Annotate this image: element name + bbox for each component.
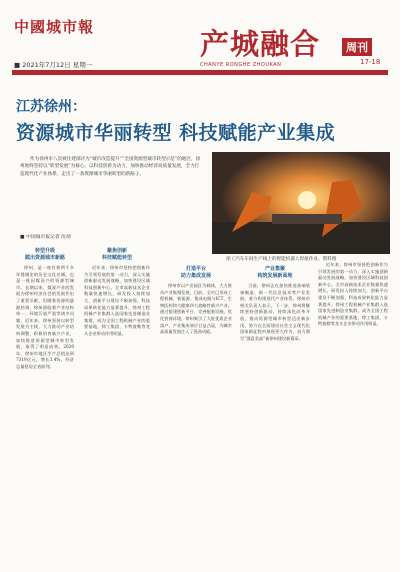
factory-photo: [212, 152, 390, 254]
column-1-text: 徐州，是一座有着两千多年建城史的历史文化名城，也是一座因煤而兴的资源型城市。长期以来，煤炭产业的发展为徐州经济社会的发展作出了重要贡献，但随着资源的逐渐枯竭，徐州面临着产业结构单一、环境污染严重等诸多问题。近年来，徐州坚持以转型发展为主线，大力推动产业结构调整，积极培育新兴产业，加快推进资源型城市转型发展，取得了明显成效。2020年，徐州市地区生产总值达到7319亿元，增长3.4%，经济总量稳居全省前列。: [16, 265, 74, 369]
subhead-1: 转型升级 蹚出资源城市新路: [24, 248, 65, 261]
masthead-pinyin: CHANYE RONGHE ZHOUKAN: [200, 62, 282, 68]
column-2: [84, 244, 150, 566]
article-kicker: 江苏徐州：: [16, 99, 86, 115]
newspaper-logo: 中國城市報: [14, 18, 95, 36]
welding-robot-image: [212, 152, 390, 254]
column-3: [160, 262, 232, 566]
header-divider: [12, 70, 388, 75]
date-line: ■ 2021年7月12日 星期一: [14, 61, 93, 69]
subhead-4: 产业集聚 构筑发展新高地: [257, 266, 293, 279]
article-headline: 资源城市华丽转型 科技赋能产业集成: [16, 122, 336, 144]
column-3-text: 徐州市以产业园区为载体，大力推动产业集聚发展。目前，全市已形成工程机械、新能源、集成电路与ICT、生物医药和大健康四大战略性新兴产业。通过搭建创新平台、完善配套设施、优化营商环境，徐州吸引了大批优质企业落户，产业集成效应日益凸显，为城市高质量发展注入了强劲动能。: [160, 283, 232, 335]
article-lead: 作为徐州市八次被住建部评为“城市改造提升”“全国资源型城市转型示范”的地区，徐州始终坚持以“转型发展”为核心，以科技创新为动力，加快推动经济高质量发展，全力打造现代化产业体系，走出了一条资源城市华丽转型的新路子。: [20, 157, 201, 177]
column-1: [16, 244, 74, 566]
column-5-text: 近年来，徐州市坚持把创新作为引领发展的第一动力，深入实施创新驱动发展战略，加快建设区域科技创新中心。全市高新技术企业数量快速增长，研发投入持续加大，创新平台建设不断加强，科技成果转化能力显著提升。徐州工程机械产业集群入选国家先进制造业集群，成为全国工程机械产业的重要基地，徐工集团、卡特彼勒等龙头企业带动作用明显。: [318, 262, 388, 327]
weekly-tag: 周刊: [342, 38, 372, 56]
subhead-2: 聚焦创新 科技赋能转型: [101, 248, 132, 261]
column-2-text: 近年来，徐州市坚持把创新作为引领发展的第一动力，深入实施创新驱动发展战略，加快建设区域科技创新中心。全市高新技术企业数量快速增长，研发投入持续加大，创新平台建设不断加强，科技成果转化能力显著提升。徐州工程机械产业集群入选国家先进制造业集群，成为全国工程机械产业的重要基地，徐工集团、卡特彼勒等龙头企业带动作用明显。: [84, 265, 150, 336]
column-4: [240, 262, 310, 566]
article-byline: ■ 中国城市报记者 沈靖: [20, 235, 71, 240]
column-4-text: 当前，徐州正在加快推进高端装备制造、新一代信息技术等产业发展，着力构建现代产业体系。徐州市相关负责人表示，下一步，徐州将继续坚持创新驱动，持续深化改革开放，推动资源型城市转型迈出新步伐，努力在全面建设社会主义现代化国家新征程中展现更大作为，奋力谱写“强富美高”新徐州建设新篇章。: [240, 283, 310, 341]
subhead-3: 打造平台 助力集成发展: [180, 266, 211, 279]
photo-caption: 徐工汽车车间生产线上的智能机器人焊接作业。资料图: [226, 257, 337, 262]
column-5: [318, 262, 388, 566]
page-numbers: 17-18: [360, 58, 381, 66]
page-header: [0, 0, 400, 84]
section-masthead: 产城融合: [200, 27, 321, 61]
